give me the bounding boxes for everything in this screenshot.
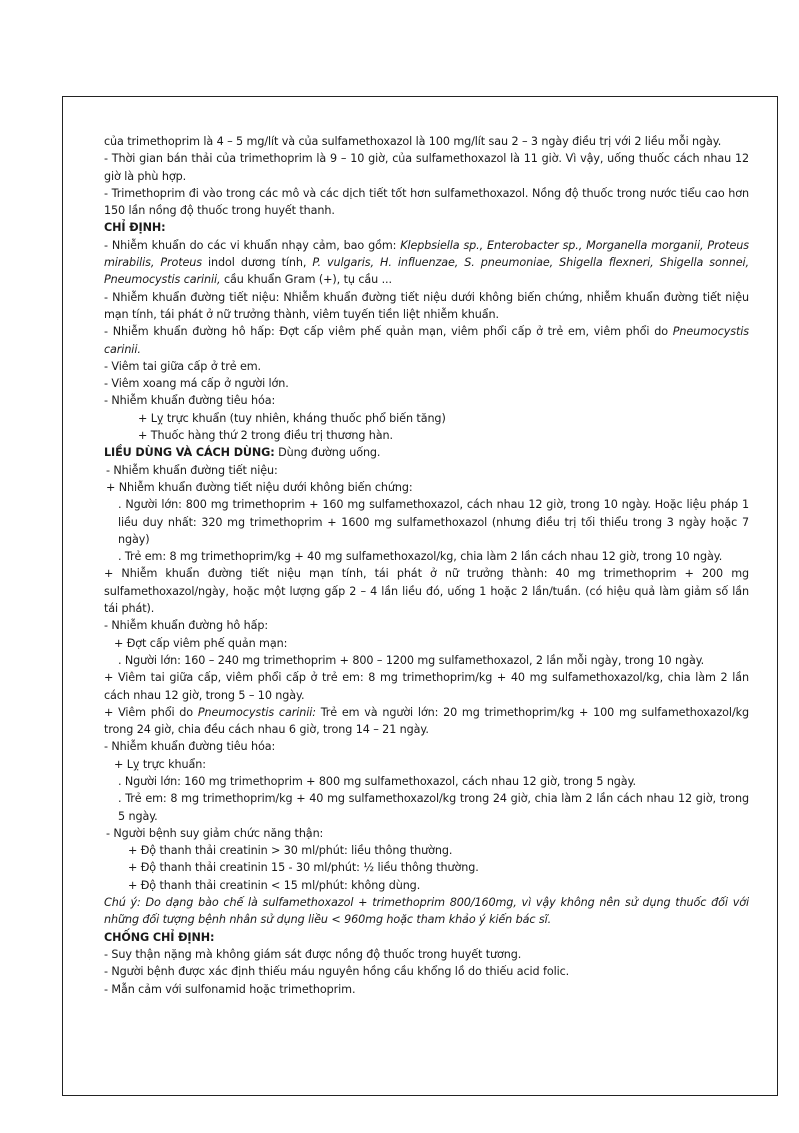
paragraph: - Người bệnh được xác định thiếu máu nguyên hồng cầu khổng lồ do thiếu acid folic. bbox=[104, 965, 570, 979]
paragraph: của trimethoprim là 4 – 5 mg/lít và của sulfamethoxazol là 100 mg/lít sau 2 – 3 ngày điều trị với 2 liều mỗi ngày. bbox=[104, 135, 722, 148]
paragraph: - Nhiễm khuẩn đường tiêu hóa: bbox=[104, 394, 276, 408]
list-item: + Đợt cấp viêm phế quản mạn: bbox=[114, 636, 288, 650]
list-item: + Thuốc hàng thứ 2 trong điều trị thương hàn. bbox=[138, 429, 393, 443]
paragraph: - Nhiễm khuẩn đường tiết niệu: Nhiễm khuẩn đường tiết niệu dưới không biến chứng, nhiễm khuẩn đường tiết niệu mạn tính, tái phát ở nữ trưởng thành, viêm tuyến tiền liệt nhiễm khuẩn. bbox=[104, 290, 749, 321]
section-heading-dosage: LIỀU DÙNG VÀ CÁCH DÙNG: bbox=[104, 446, 275, 460]
list-item: + Độ thanh thải creatinin < 15 ml/phút: không dùng. bbox=[128, 878, 421, 892]
list-item: + Độ thanh thải creatinin 15 - 30 ml/phút: ½ liều thông thường. bbox=[128, 861, 479, 875]
list-item: . Trẻ em: 8 mg trimethoprim/kg + 40 mg sulfamethoxazol/kg trong 24 giờ, chia làm 2 lần cách nhau 12 giờ, trong 5 ngày. bbox=[118, 792, 749, 823]
paragraph: - Suy thận nặng mà không giám sát được nồng độ thuốc trong huyết tương. bbox=[104, 947, 522, 961]
paragraph: - Viêm tai giữa cấp ở trẻ em. bbox=[104, 359, 261, 373]
list-item: . Người lớn: 160 – 240 mg trimethoprim + 800 – 1200 mg sulfamethoxazol, 2 lần mỗi ngày, trong 10 ngày. bbox=[118, 653, 705, 667]
paragraph: - Nhiễm khuẩn đường hô hấp: bbox=[104, 619, 269, 633]
list-item: + Lỵ trực khuẩn: bbox=[114, 757, 206, 771]
paragraph: - Viêm xoang má cấp ở người lớn. bbox=[104, 377, 289, 391]
list-item: + Nhiễm khuẩn đường tiết niệu mạn tính, tái phát ở nữ trưởng thành: 40 mg trimethoprim + 200 mg sulfamethoxazol/ngày, hoặc một lượng gấp 2 – 4 lần liều đó, uống 1 hoặc 2 lần/tuần. (có hiệu quả làm giảm số lần tái phát). bbox=[104, 567, 749, 616]
paragraph: - Mẫn cảm với sulfonamid hoặc trimethoprim. bbox=[104, 982, 356, 996]
paragraph: LIỀU DÙNG VÀ CÁCH DÙNG: Dùng đường uống. bbox=[104, 446, 381, 460]
section-heading-indications: CHỈ ĐỊNH: bbox=[104, 221, 166, 235]
list-item: + Viêm tai giữa cấp, viêm phổi cấp ở trẻ em: 8 mg trimethoprim/kg + 40 mg sulfamethoxazol/kg, chia làm 2 lần cách nhau 12 giờ, trong 5 – 10 ngày. bbox=[104, 671, 749, 702]
list-item: . Người lớn: 800 mg trimethoprim + 160 mg sulfamethoxazol, cách nhau 12 giờ, trong 10 ngày. Hoặc liệu pháp 1 liều duy nhất: 320 mg trimethoprim + 1600 mg sulfamethoxazol (nhưng điều trị tối thiểu trong 3 ngày hoặc 7 ngày) bbox=[118, 498, 749, 546]
list-item: + Lỵ trực khuẩn (tuy nhiên, kháng thuốc phổ biến tăng) bbox=[138, 411, 446, 425]
note: Chú ý: Do dạng bào chế là sulfamethoxazol + trimethoprim 800/160mg, vì vậy không nên sử dụng thuốc đối với những đối tượng bệnh nhân sử dụng liều < 960mg hoặc tham khảo ý kiến bác sĩ. bbox=[104, 896, 749, 927]
paragraph: - Nhiễm khuẩn đường tiết niệu: bbox=[106, 463, 278, 477]
paragraph: - Trimethoprim đi vào trong các mô và các dịch tiết tốt hơn sulfamethoxazol. Nồng độ thuốc trong nước tiểu cao hơn 150 lần nồng độ thuốc trong huyết thanh. bbox=[104, 186, 749, 218]
list-item: + Độ thanh thải creatinin > 30 ml/phút: liều thông thường. bbox=[128, 844, 453, 858]
list-item: + Viêm phổi do Pneumocystis carinii: Trẻ em và người lớn: 20 mg trimethoprim/kg + 100 mg sulfamethoxazol/kg trong 24 giờ, chia đều cách nhau 6 giờ, trong 14 – 21 ngày. bbox=[104, 705, 749, 737]
document-body bbox=[104, 133, 749, 998]
section-heading-contraindications: CHỐNG CHỈ ĐỊNH: bbox=[104, 930, 215, 944]
paragraph: - Nhiễm khuẩn do các vi khuẩn nhạy cảm, bao gồm: Klepbsiella sp., Enterobacter sp., Morganella morganii, Proteus mirabilis, Proteus indol dương tính, P. vulgaris, H. influenzae, S. pneumoniae, Shigella flexneri, Shigella sonnei, Pneumocystis carinii, cầu khuẩn Gram (+), tụ cầu ... bbox=[104, 238, 749, 287]
list-item: . Người lớn: 160 mg trimethoprim + 800 mg sulfamethoxazol, cách nhau 12 giờ, trong 5 ngày. bbox=[118, 774, 636, 788]
paragraph: - Người bệnh suy giảm chức năng thận: bbox=[106, 826, 324, 840]
paragraph: - Nhiễm khuẩn đường tiêu hóa: bbox=[104, 740, 276, 754]
paragraph: - Thời gian bán thải của trimethoprim là 9 – 10 giờ, của sulfamethoxazol là 11 giờ. Vì vậy, uống thuốc cách nhau 12 giờ là phù hợp. bbox=[104, 152, 749, 183]
paragraph: - Nhiễm khuẩn đường hô hấp: Đợt cấp viêm phế quản mạn, viêm phổi cấp ở trẻ em, viêm phổi do Pneumocystis carinii. bbox=[104, 325, 749, 356]
list-item: + Nhiễm khuẩn đường tiết niệu dưới không biến chứng: bbox=[106, 480, 413, 494]
list-item: . Trẻ em: 8 mg trimethoprim/kg + 40 mg sulfamethoxazol/kg, chia làm 2 lần cách nhau 12 giờ, trong 10 ngày. bbox=[118, 550, 723, 564]
